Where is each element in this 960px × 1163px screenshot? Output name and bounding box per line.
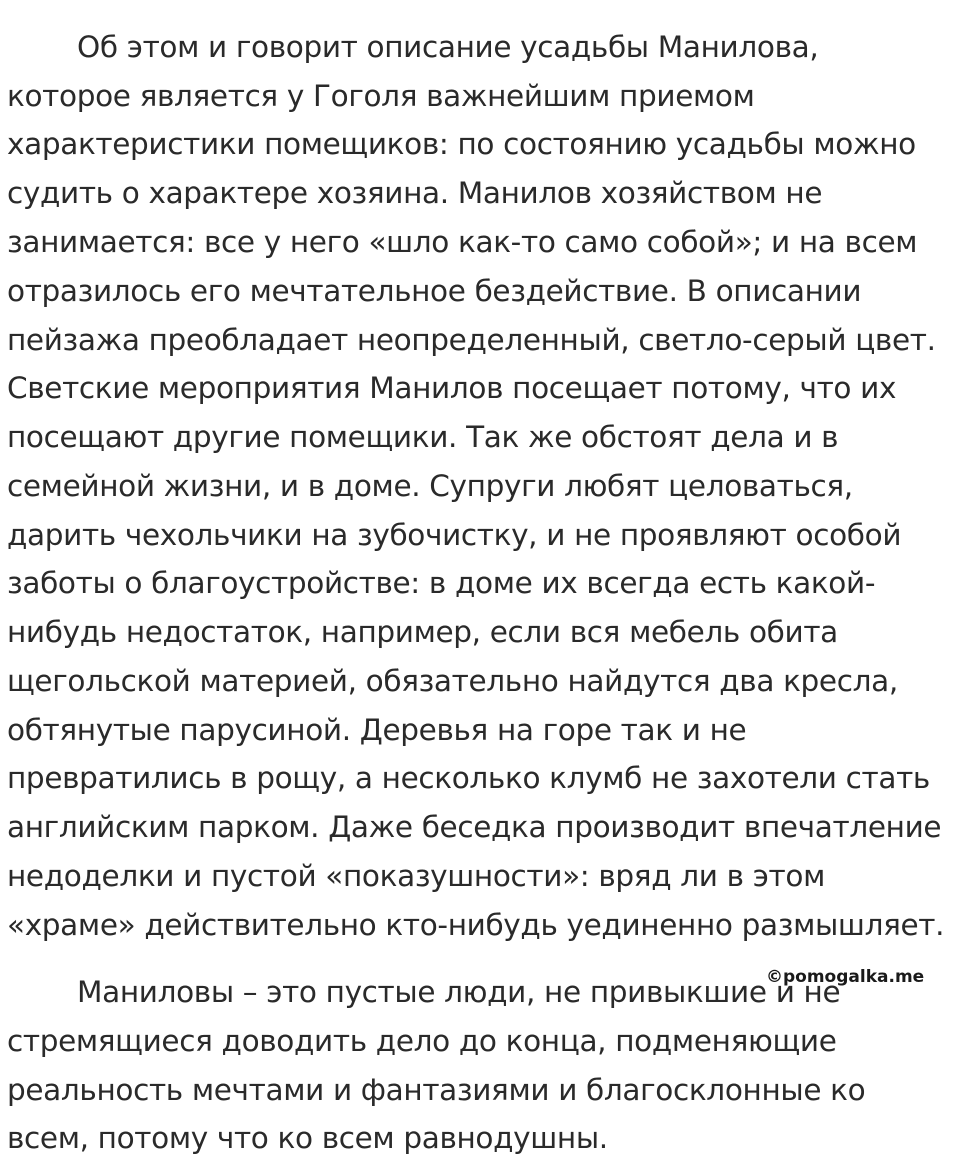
paragraph-line: превратились в рощу, а несколько клумб не захотели стать	[7, 761, 930, 795]
paragraph-line: отразилось его мечтательное бездействие. В описании	[7, 274, 862, 308]
paragraph-line: занимается: все у него «шло как-то само собой»; и на всем	[7, 225, 918, 259]
paragraph-line: которое является у Гоголя важнейшим приемом	[7, 79, 755, 113]
paragraph-line: стремящиеся доводить дело до конца, подменяющие	[7, 1024, 837, 1058]
paragraph-line: заботы о благоустройстве: в доме их всегда есть какой-	[7, 566, 876, 600]
paragraph-line: семейной жизни, и в доме. Супруги любят целоваться,	[7, 469, 853, 503]
paragraph-line: английским парком. Даже беседка производит впечатление	[7, 810, 942, 844]
paragraph-line: всем, потому что ко всем равнодушны.	[7, 1121, 608, 1155]
paragraph-line: судить о характере хозяина. Манилов хозяйством не	[7, 176, 823, 210]
paragraph-line: щегольской материей, обязательно найдутся два кресла,	[7, 664, 898, 698]
paragraph-line: «храме» действительно кто-нибудь уединенно размышляет.	[7, 908, 945, 942]
paragraph-line: обтянутые парусиной. Деревья на горе так и не	[7, 713, 747, 747]
paragraph-line: Об этом и говорит описание усадьбы Манилова,	[77, 30, 819, 64]
paragraph-line: Светские мероприятия Манилов посещает потому, что их	[7, 371, 897, 405]
watermark: ©pomogalka.me	[766, 967, 925, 987]
paragraph-line: недоделки и пустой «показушности»: вряд ли в этом	[7, 859, 825, 893]
paragraph-line: дарить чехольчики на зубочистку, и не проявляют особой	[7, 518, 902, 552]
paragraph-line: реальность мечтами и фантазиями и благосклонные ко	[7, 1073, 866, 1107]
paragraph-line: посещают другие помещики. Так же обстоят дела и в	[7, 420, 839, 454]
paragraph-line: пейзажа преобладает неопределенный, светло-серый цвет.	[7, 323, 936, 357]
paragraph-line: характеристики помещиков: по состоянию усадьбы можно	[7, 127, 916, 161]
paragraph-line: Маниловы – это пустые люди, не привыкшие и не	[77, 975, 841, 1009]
paragraph-line: нибудь недостаток, например, если вся мебель обита	[7, 615, 838, 649]
